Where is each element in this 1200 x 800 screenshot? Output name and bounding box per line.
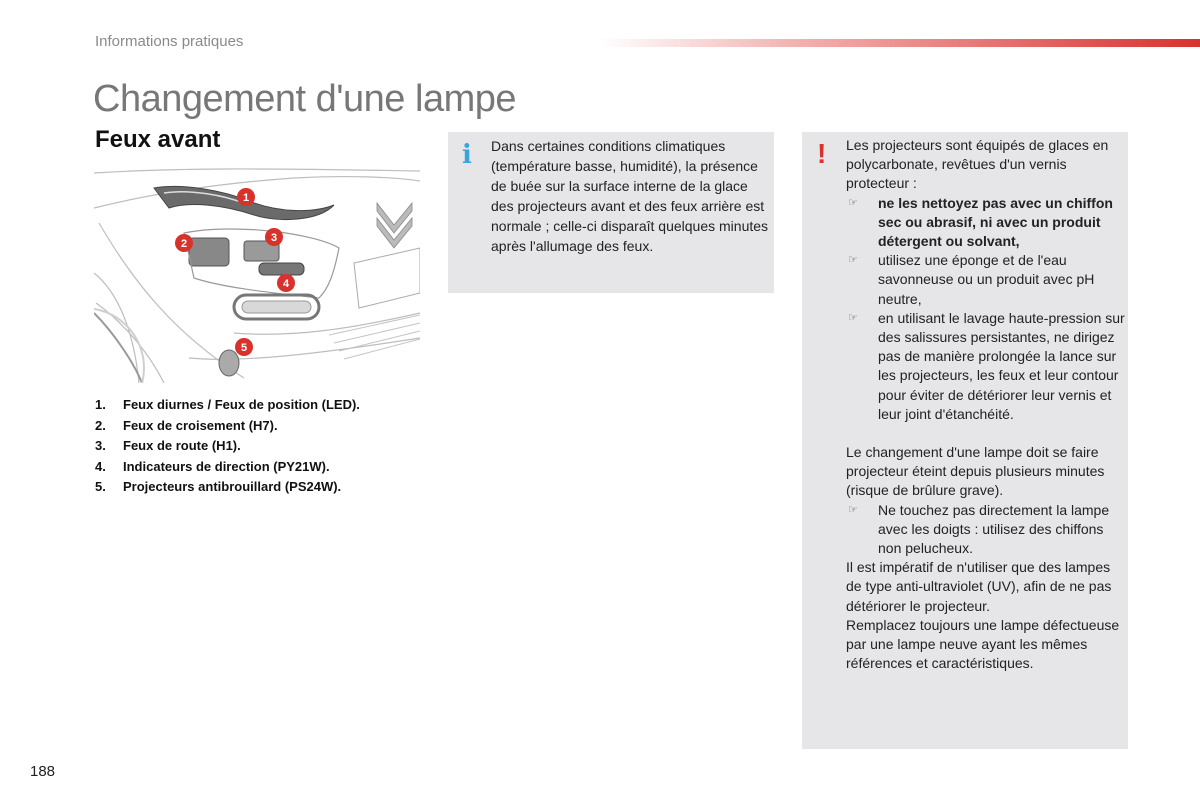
header-accent-bar [600, 39, 1200, 47]
callout-marker-3 [265, 228, 283, 246]
pointing-hand-icon: ☞ [848, 196, 858, 209]
warning-intro: Les projecteurs sont équipés de glaces en polycarbonate, revêtues d'un vernis protecteur : [846, 137, 1109, 192]
pointing-hand-icon: ☞ [848, 254, 858, 267]
warning-content [846, 136, 1126, 673]
page-number: 188 [30, 763, 56, 780]
warning-box [802, 132, 1128, 749]
legend-item: 1. Feux diurnes / Feux de position (LED). [95, 397, 360, 412]
warning-icon: ! [817, 138, 827, 169]
uv-lamp-paragraph: Il est impératif de n'utiliser que des lampes de type anti-ultraviolet (UV), afin de ne pas détériorer le projecteur. [846, 559, 1112, 614]
wheel-arch-outline [94, 313, 142, 383]
svg-text:2: 2 [180, 238, 188, 250]
callout-marker-5 [235, 338, 253, 356]
bulb-legend [95, 395, 435, 498]
callout-marker-4 [277, 274, 295, 292]
list-item: ☞ Ne touchez pas directement la lampe avec les doigts : utilisez des chiffons non pelucheux. [846, 501, 1126, 559]
callout-marker-2 [175, 234, 193, 252]
page-title: Changement d'une lampe [93, 78, 516, 120]
info-icon: i [462, 140, 472, 170]
legend-item: 2. Feux de croisement (H7). [95, 417, 278, 433]
svg-text:4: 4 [282, 278, 290, 290]
replacement-paragraph: Remplacez toujours une lampe défectueuse par une lampe neuve ayant les mêmes références et caractéristiques. [846, 616, 1120, 672]
info-box [448, 132, 774, 293]
list-item: ☞ ne les nettoyez pas avec un chiffon sec ou abrasif, ni avec un produit détergent ou solvant, [846, 194, 1126, 252]
front-lights-illustration [94, 163, 420, 383]
handling-instructions-list [846, 501, 1126, 559]
cleaning-instructions-list [846, 194, 1126, 424]
pointing-hand-icon: ☞ [848, 503, 858, 516]
list-item: ☞ utilisez une éponge et de l'eau savonneuse ou un produit avec pH neutre, [846, 251, 1126, 309]
svg-text:3: 3 [270, 232, 278, 244]
legend-item: 5. Projecteurs antibrouillard (PS24W). [95, 479, 342, 494]
callout-marker-1 [237, 188, 255, 206]
running-header: Informations pratiques [95, 33, 244, 50]
legend-item: 4. Indicateurs de direction (PY21W). [95, 458, 330, 474]
fog-lamp-shape [219, 350, 239, 376]
section-title: Feux avant [95, 126, 221, 153]
info-text: Dans certaines conditions climatiques (température basse, humidité), la présence de buée sur la surface interne de la glace des projecteurs avant et des feux arrière est normale ; celle-ci disparaît quelques minutes après l'allumage des feux. [491, 138, 769, 254]
pointing-hand-icon: ☞ [848, 311, 858, 324]
bulb-change-paragraph: Le changement d'une lampe doit se faire projecteur éteint depuis plusieurs minutes (risque de brûlure grave). [846, 444, 1105, 499]
list-item: ☞ en utilisant le lavage haute-pression sur des salissures persistantes, ne dirigez pas de manière prolongée la lance sur les projecteurs, les feux et leur contour pour éviter de détériorer leur vernis et leur joint d'étanchéité. [846, 309, 1126, 424]
legend-item: 3. Feux de route (H1). [95, 438, 241, 453]
svg-text:1: 1 [242, 192, 250, 204]
svg-text:5: 5 [240, 342, 248, 354]
